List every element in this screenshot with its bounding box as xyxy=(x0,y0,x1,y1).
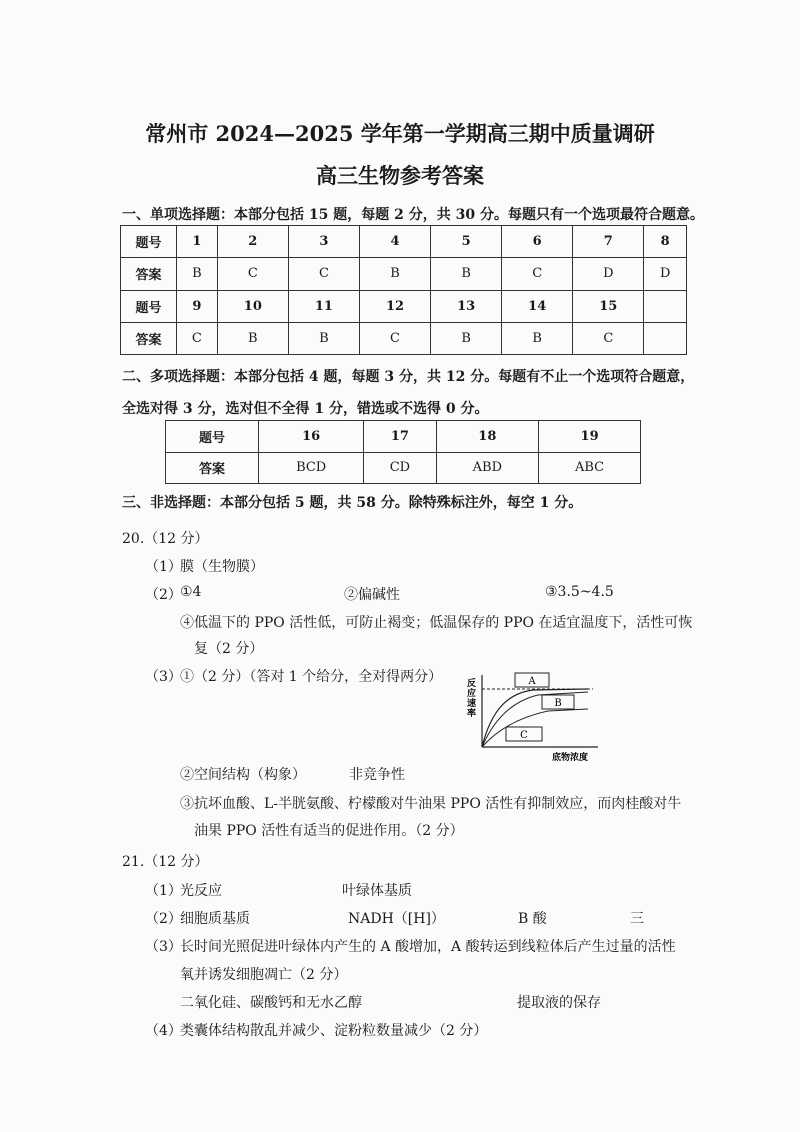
x-axis-label: 底物浓度 xyxy=(551,753,589,763)
multi-choice-answer-table xyxy=(165,420,641,484)
table-row xyxy=(121,258,687,290)
q21-part4-label: （4） xyxy=(145,1023,182,1039)
q21-part2-b: NADH（[H]） xyxy=(348,911,445,927)
section2-heading-line1: 二、多项选择题：本部分包括 4 题，每题 3 分，共 12 分。每题有不止一个选项符合题意， xyxy=(122,369,695,385)
q21-number: 21.（12 分） xyxy=(122,854,209,870)
q21-part4-answer: 类囊体结构散乱并减少、淀粉粒数量减少（2 分） xyxy=(180,1023,488,1039)
q21-part2-label: （2） xyxy=(145,911,182,927)
question-number-cell: 4 xyxy=(359,226,430,258)
q21-part3-line1: 长时间光照促进叶绿体内产生的 A 酸增加，A 酸转运到线粒体后产生过量的活性 xyxy=(180,939,676,955)
question-number-cell: 16 xyxy=(259,421,364,453)
q20-part3-a: ①（2 分）（答对 1 个给分，全对得两分） xyxy=(180,669,443,685)
table-row xyxy=(166,452,641,484)
question-number-cell: 7 xyxy=(573,226,644,258)
question-number-cell: 17 xyxy=(364,421,436,453)
y-axis-label-4: 率 xyxy=(467,709,477,719)
answer-cell: ABD xyxy=(436,452,539,484)
q21-part1-b: 叶绿体基质 xyxy=(342,883,412,899)
q21-part2-d: 三 xyxy=(630,911,644,927)
row-label: 答案 xyxy=(166,452,259,484)
q20-part3-b2: 非竞争性 xyxy=(349,767,405,783)
answer-cell: B xyxy=(217,322,288,354)
answer-cell: C xyxy=(217,258,288,290)
answer-cell: ABC xyxy=(539,452,641,484)
question-number-cell: 3 xyxy=(288,226,359,258)
q20-part2-b: ②偏碱性 xyxy=(344,587,400,603)
question-number-cell: 1 xyxy=(177,226,218,258)
answer-cell: C xyxy=(359,322,430,354)
answer-cell: B xyxy=(431,258,502,290)
document-subtitle: 高三生物参考答案 xyxy=(316,163,484,188)
q20-part2-a: ①4 xyxy=(180,584,202,600)
question-number-cell: 5 xyxy=(431,226,502,258)
question-number-cell: 14 xyxy=(502,290,573,322)
answer-cell: C xyxy=(288,258,359,290)
q20-part3-c-line2: 油果 PPO 活性有适当的促进作用。（2 分） xyxy=(194,823,464,839)
answer-cell: D xyxy=(573,258,644,290)
q20-part1-label: （1） xyxy=(145,559,182,575)
row-label: 题号 xyxy=(166,421,259,453)
q20-part2-label: （2） xyxy=(145,587,182,603)
single-choice-answer-table xyxy=(120,225,687,355)
question-number-cell: 12 xyxy=(359,290,430,322)
box-a-label: A xyxy=(528,676,536,687)
document-title: 常州市 2024—2025 学年第一学期高三期中质量调研 xyxy=(145,121,655,146)
answer-cell: D xyxy=(644,258,687,290)
q20-part2-c: ③3.5~4.5 xyxy=(545,584,614,600)
q21-part1-a: 光反应 xyxy=(180,883,222,899)
table-row xyxy=(121,290,687,322)
question-number-cell: 10 xyxy=(217,290,288,322)
answer-cell: B xyxy=(431,322,502,354)
answer-cell: B xyxy=(288,322,359,354)
table-row xyxy=(121,226,687,258)
q21-part2-a: 细胞质基质 xyxy=(180,911,250,927)
q20-part3-c-line1: ③抗坏血酸、L-半胱氨酸、柠檬酸对牛油果 PPO 活性有抑制效应，而肉桂酸对牛 xyxy=(180,796,682,812)
answer-cell: BCD xyxy=(259,452,364,484)
answer-cell: C xyxy=(502,258,573,290)
box-b-label: B xyxy=(554,698,562,709)
answer-cell: B xyxy=(359,258,430,290)
question-number-cell: 11 xyxy=(288,290,359,322)
row-label: 题号 xyxy=(121,226,177,258)
question-number-cell: 18 xyxy=(436,421,539,453)
row-label: 答案 xyxy=(121,258,177,290)
question-number-cell: 19 xyxy=(539,421,641,453)
question-number-cell: 8 xyxy=(644,226,687,258)
question-number-cell: 9 xyxy=(177,290,218,322)
table-row xyxy=(121,322,687,354)
answer-cell: CD xyxy=(364,452,436,484)
answer-cell: C xyxy=(573,322,644,354)
section3-heading: 三、非选择题：本部分包括 5 题，共 58 分。除特殊标注外，每空 1 分。 xyxy=(122,495,583,511)
q21-part3-line3b: 提取液的保存 xyxy=(517,995,601,1011)
q21-part3-line2: 氧并诱发细胞凋亡（2 分） xyxy=(180,967,348,983)
question-number-cell: 6 xyxy=(502,226,573,258)
question-number-cell: 15 xyxy=(573,290,644,322)
question-number-cell: 2 xyxy=(217,226,288,258)
q20-part3-b: ②空间结构（构象） xyxy=(180,767,306,783)
question-number-cell: 13 xyxy=(431,290,502,322)
reaction-rate-diagram xyxy=(458,667,608,767)
row-label: 题号 xyxy=(121,290,177,322)
section2-heading-line2: 全选对得 3 分，选对但不全得 1 分，错选或不选得 0 分。 xyxy=(122,401,489,417)
section1-heading: 一、单项选择题：本部分包括 15 题，每题 2 分，共 30 分。每题只有一个选项最符合题意。 xyxy=(122,207,704,223)
y-axis-label-1: 反 xyxy=(467,679,477,689)
q20-part3-label: （3） xyxy=(145,669,182,685)
q21-part2-c: B 酸 xyxy=(518,911,547,927)
y-axis-label-2: 应 xyxy=(467,689,477,699)
q21-part1-label: （1） xyxy=(145,883,182,899)
table-row xyxy=(166,421,641,453)
answer-cell xyxy=(644,322,687,354)
answer-cell: B xyxy=(502,322,573,354)
box-c-label: C xyxy=(520,730,528,741)
q20-number: 20.（12 分） xyxy=(122,531,209,547)
q20-part2-d-line2: 复（2 分） xyxy=(194,641,264,657)
row-label: 答案 xyxy=(121,322,177,354)
q20-part2-d-line1: ④低温下的 PPO 活性低，可防止褐变；低温保存的 PPO 在适宜温度下，活性可恢 xyxy=(180,615,693,631)
answer-cell: C xyxy=(177,322,218,354)
q21-part3-line3a: 二氧化硅、碳酸钙和无水乙醇 xyxy=(180,995,362,1011)
question-number-cell xyxy=(644,290,687,322)
q21-part3-label: （3） xyxy=(145,939,182,955)
answer-cell: B xyxy=(177,258,218,290)
y-axis-label-3: 速 xyxy=(467,699,477,709)
q20-part1-answer: 膜（生物膜） xyxy=(180,559,264,575)
